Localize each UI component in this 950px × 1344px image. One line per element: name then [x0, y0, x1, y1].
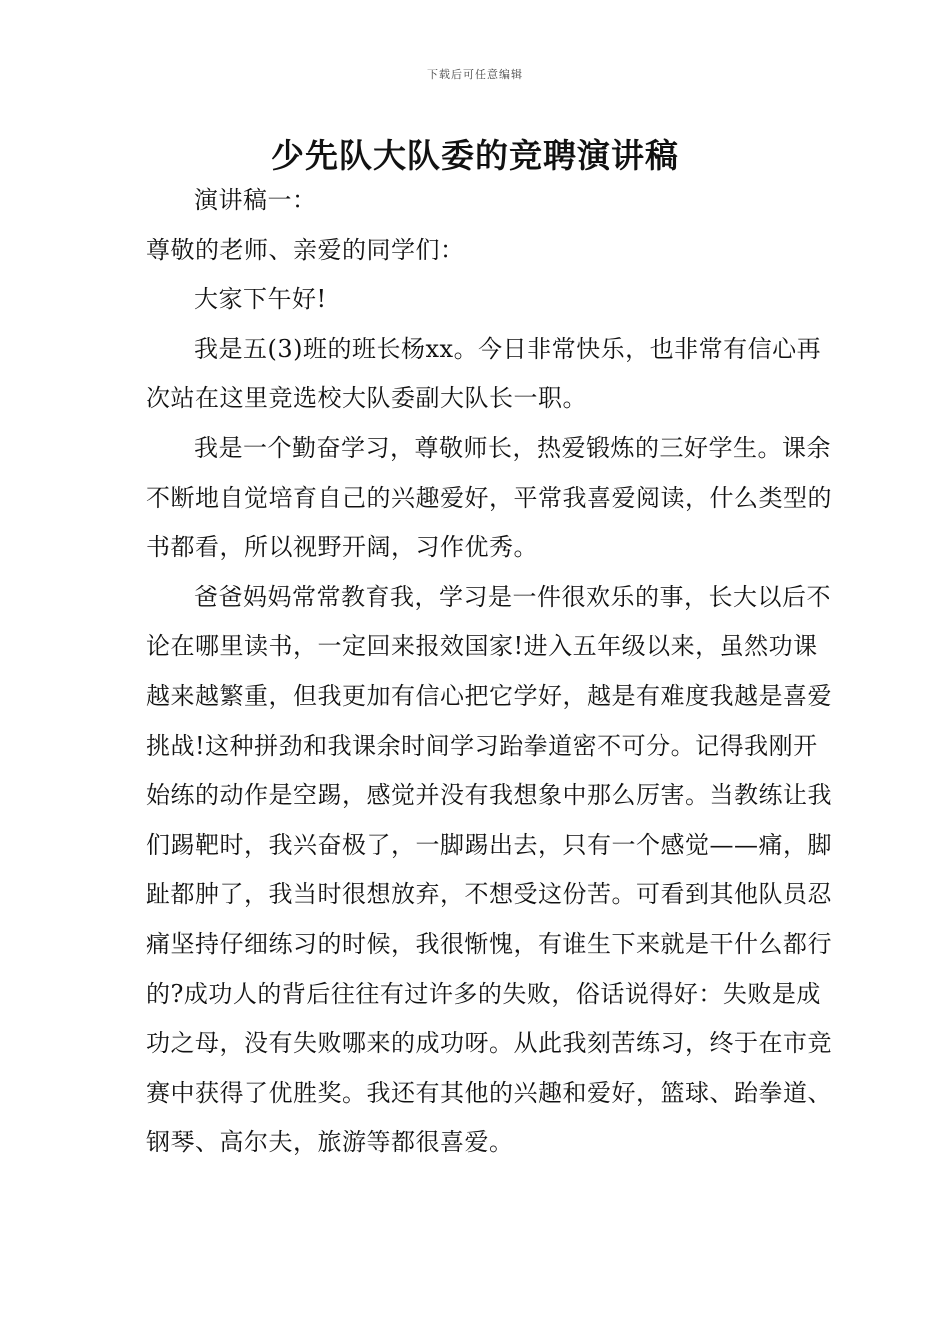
salutation: 尊敬的老师、亲爱的同学们：	[146, 235, 465, 264]
greeting: 大家下午好!	[194, 285, 327, 314]
document-title: 少先队大队委的竞聘演讲稿	[271, 136, 679, 175]
document-body	[146, 176, 836, 1168]
paragraph-self-description: 我是一个勤奋学习，尊敬师长，热爱锻炼的三好学生。课余不断地自觉培育自己的兴趣爱好，平常我喜爱阅读，什么类型的书都看，所以视野开阔，习作优秀。	[146, 433, 832, 562]
header-note: 下载后可任意编辑	[427, 68, 523, 81]
paragraph-introduction: 我是五(3)班的班长杨xx。今日非常快乐，也非常有信心再次站在这里竞选校大队委副大队长一职。	[146, 334, 822, 413]
speech-label: 演讲稿一：	[194, 186, 317, 214]
paragraph-taekwondo-story: 爸爸妈妈常常教育我，学习是一件很欢乐的事，长大以后不论在哪里读书，一定回来报效国家!进入五年级以来，虽然功课越来越繁重，但我更加有信心把它学好，越是有难度我越是喜爱挑战!这种拼劲和我课余时间学习跆拳道密不可分。记得我刚开始练的动作是空踢，感觉并没有我想象中那么厉害。当教练让我们踢靶时，我兴奋极了，一脚踢出去，只有一个感觉——痛，脚趾都肿了，我当时很想放弃，不想受这份苦。可看到其他队员忍痛坚持仔细练习的时候，我很惭愧，有谁生下来就是干什么都行的?成功人的背后往往有过许多的失败，俗话说得好：失败是成功之母，没有失败哪来的成功呀。从此我刻苦练习，终于在市竞赛中获得了优胜奖。我还有其他的兴趣和爱好，篮球、跆拳道、钢琴、高尔夫，旅游等都很喜爱。	[146, 582, 832, 1157]
